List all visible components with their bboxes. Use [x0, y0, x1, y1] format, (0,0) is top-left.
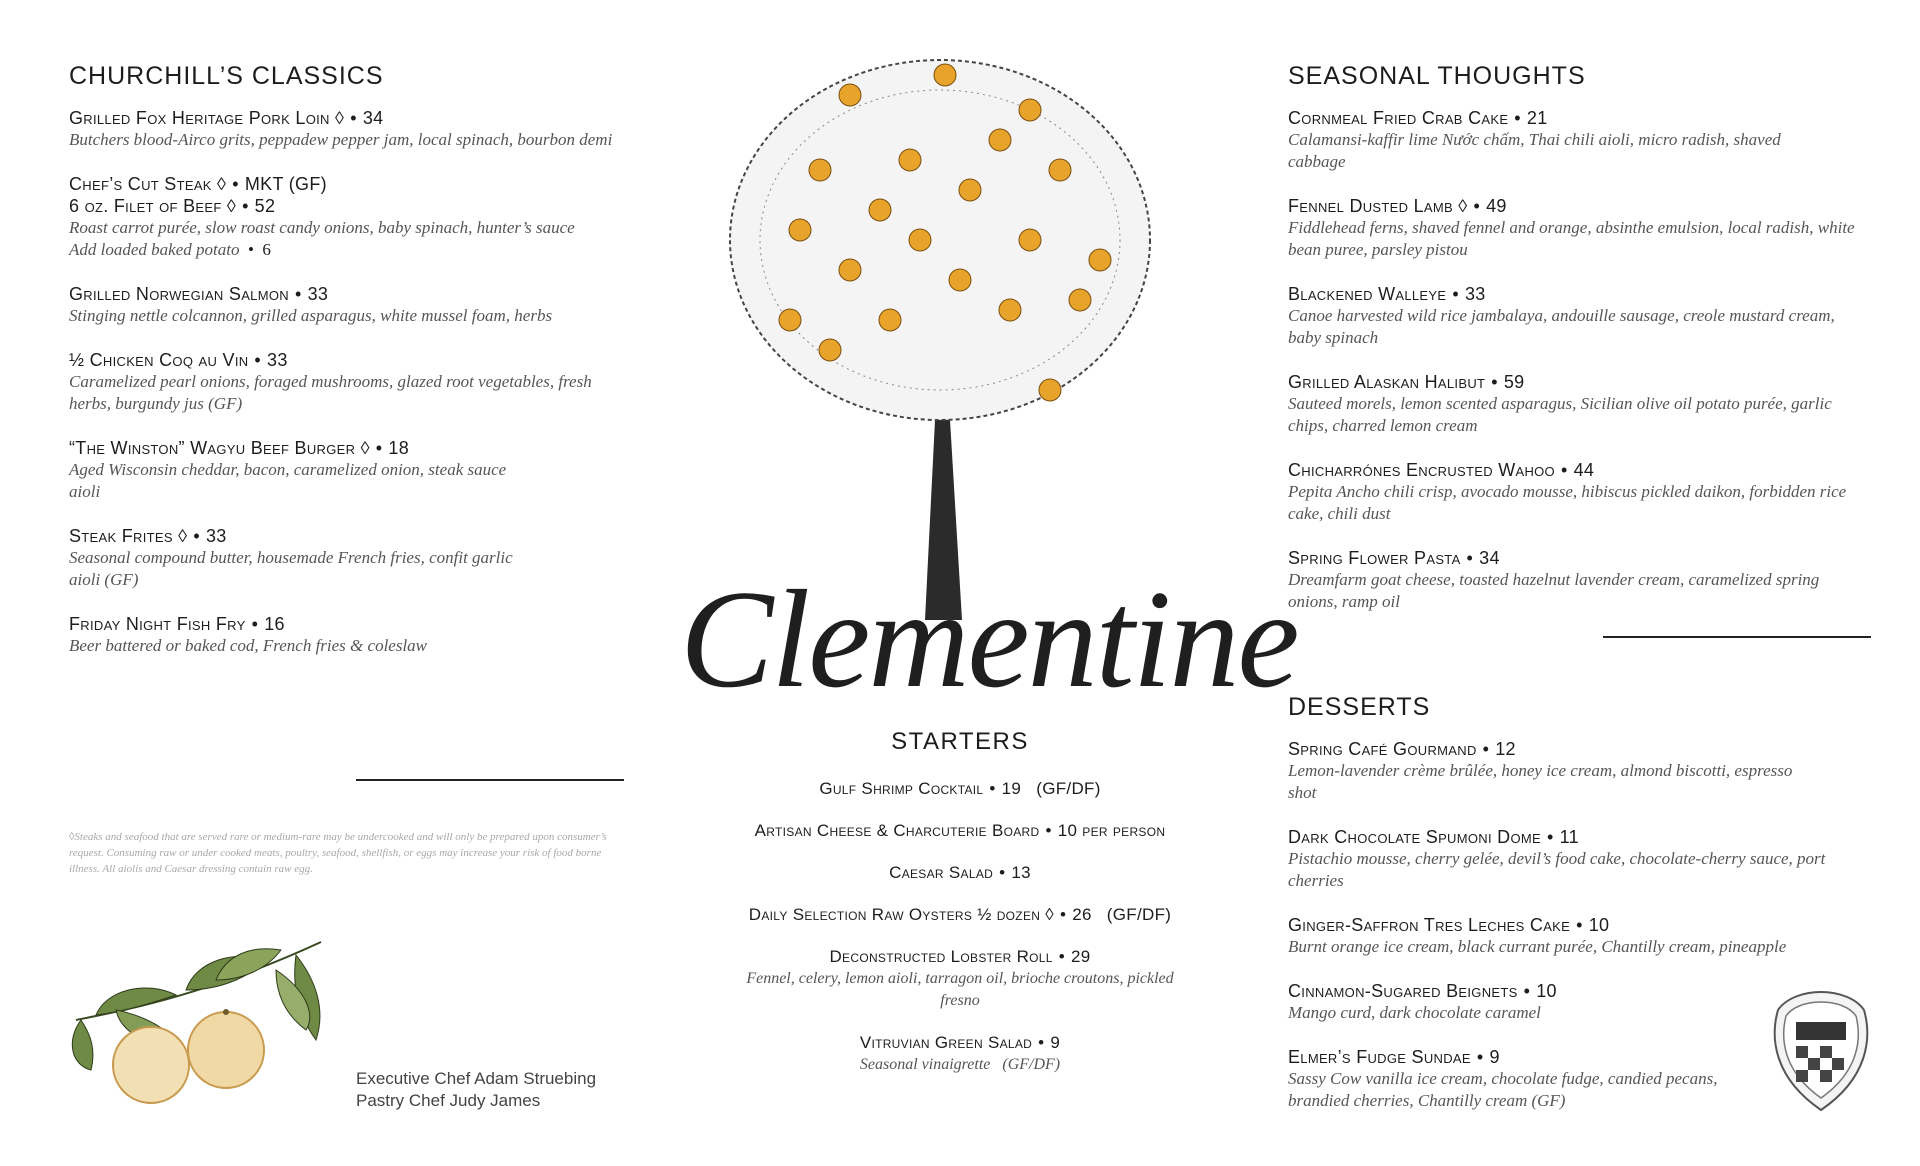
item-price: 18	[388, 438, 410, 458]
item-description: Beer battered or baked cod, French fries & coleslaw	[69, 636, 428, 655]
item-description: Caramelized pearl onions, foraged mushrooms, glazed root vegetables, fresh herbs, burgundy jus (GF)	[69, 372, 592, 413]
item-description: Mango curd, dark chocolate caramel	[1288, 1003, 1541, 1022]
executive-chef: Executive Chef Adam Struebing	[356, 1069, 597, 1088]
menu-item: Elmer’s Fudge Sundae • 9 Sassy Cow vanilla ice cream, chocolate fudge, candied pecans, brandied cherries, Chantilly cream (GF)	[1288, 1046, 1868, 1112]
item-name: Cinnamon-Sugared Beignets	[1288, 981, 1518, 1001]
divider	[356, 779, 624, 781]
pastry-chef: Pastry Chef Judy James	[356, 1091, 541, 1110]
item-name: Steak Frites ◊	[69, 526, 188, 546]
item-name: Chef’s Cut Steak ◊	[69, 174, 227, 194]
item-description: Pistachio mousse, cherry gelée, devil’s food cake, chocolate-cherry sauce, port cherries	[1288, 849, 1826, 890]
menu-item: Friday Night Fish Fry • 16 Beer battered or baked cod, French fries & coleslaw	[69, 613, 629, 657]
item-description: Aged Wisconsin cheddar, bacon, caramelized onion, steak sauce aioli	[69, 460, 507, 501]
menu-item: “The Winston” Wagyu Beef Burger ◊ • 18 Aged Wisconsin cheddar, bacon, caramelized onion, steak sauce aioli	[69, 437, 629, 503]
menu-item: Blackened Walleye • 33 Canoe harvested wild rice jambalaya, andouille sausage, creole mustard cream, baby spinach	[1288, 283, 1868, 349]
item-name: Grilled Alaskan Halibut	[1288, 372, 1486, 392]
item-name: Artisan Cheese & Charcuterie Board	[754, 821, 1040, 840]
item-name: Dark Chocolate Spumoni Dome	[1288, 827, 1541, 847]
menu-item: Chef’s Cut Steak ◊ • MKT (GF) 6 oz. Filet of Beef ◊ • 52 Roast carrot purée, slow roast candy onions, baby spinach, hunter’s sauce Add loaded baked potato • 6	[69, 173, 629, 261]
item-tag: (GF/DF)	[1036, 779, 1101, 798]
item-description: Sassy Cow vanilla ice cream, chocolate fudge, candied pecans, brandied cherries, Chantilly cream (GF)	[1288, 1069, 1718, 1110]
item-description: Lemon-lavender crème brûlée, honey ice cream, almond biscotti, espresso shot	[1288, 761, 1793, 802]
item-name: Friday Night Fish Fry	[69, 614, 246, 634]
item-price: 12	[1495, 739, 1516, 759]
divider	[1603, 636, 1871, 638]
item-name: Spring Café Gourmand	[1288, 739, 1477, 759]
starters-section	[700, 778, 1220, 1096]
clementine-tree-illustration	[700, 40, 1180, 620]
item-description: Pepita Ancho chili crisp, avocado mousse, hibiscus pickled daikon, forbidden rice cake, chili dust	[1288, 482, 1847, 523]
item-addon-price: 6	[262, 240, 271, 259]
item-name: Vitruvian Green Salad	[859, 1033, 1033, 1052]
seasonal-section	[1288, 62, 1868, 1134]
item-name: Gulf Shrimp Cocktail	[819, 779, 984, 798]
menu-item: Steak Frites ◊ • 33 Seasonal compound butter, housemade French fries, confit garlic aioli (GF)	[69, 525, 629, 591]
item-name: Blackened Walleye	[1288, 284, 1447, 304]
menu-item: Spring Café Gourmand • 12 Lemon-lavender crème brûlée, honey ice cream, almond biscotti, espresso shot	[1288, 738, 1868, 804]
menu-item: Spring Flower Pasta • 34 Dreamfarm goat cheese, toasted hazelnut lavender cream, caramelized spring onions, ramp oil	[1288, 547, 1868, 613]
item-description: Butchers blood-Airco grits, peppadew pepper jam, local spinach, bourbon demi	[69, 130, 613, 149]
item-price: 59	[1503, 372, 1525, 392]
section-title: SEASONAL THOUGHTS	[1288, 62, 1586, 90]
item-description: Dreamfarm goat cheese, toasted hazelnut lavender cream, caramelized spring onions, ramp oil	[1288, 570, 1820, 611]
item-price: 9	[1050, 1033, 1061, 1052]
item-name: Spring Flower Pasta	[1288, 548, 1461, 568]
menu-item: ½ Chicken Coq au Vin • 33 Caramelized pearl onions, foraged mushrooms, glazed root vegetables, fresh herbs, burgundy jus (GF)	[69, 349, 629, 415]
item-price: 33	[205, 526, 227, 546]
item-price: 26	[1072, 905, 1092, 924]
item-price: 33	[307, 284, 329, 304]
section-title: STARTERS	[891, 728, 1029, 755]
section-title: CHURCHILL’S CLASSICS	[69, 62, 384, 90]
menu-item: Cinnamon-Sugared Beignets • 10 Mango curd, dark chocolate caramel	[1288, 980, 1868, 1024]
menu-item: Daily Selection Raw Oysters ½ dozen ◊ • 26 (GF/DF)	[748, 905, 1172, 924]
item-description: Seasonal vinaigrette (GF/DF)	[859, 1056, 1061, 1073]
menu-item: Vitruvian Green Salad • 9 Seasonal vinaigrette (GF/DF)	[700, 1032, 1220, 1076]
item-price: 21	[1526, 108, 1548, 128]
restaurant-logo: Clementine	[680, 562, 1298, 717]
menu-item: Grilled Fox Heritage Pork Loin ◊ • 34 Butchers blood-Airco grits, peppadew pepper jam, local spinach, bourbon demi	[69, 107, 629, 151]
item-price: 34	[1479, 548, 1500, 568]
item-description: Sauteed morels, lemon scented asparagus, Sicilian olive oil potato purée, garlic chips, charred lemon cream	[1288, 394, 1832, 435]
item-price: 13	[1011, 863, 1031, 882]
item-price: 49	[1486, 196, 1507, 216]
item-description: Stinging nettle colcannon, grilled asparagus, white mussel foam, herbs	[69, 306, 553, 325]
item-price: 9	[1489, 1047, 1500, 1067]
menu-item: Artisan Cheese & Charcuterie Board • 10 per person	[754, 821, 1166, 840]
item-price: 10 per person	[1057, 821, 1166, 840]
item-price: MKT (GF)	[244, 174, 327, 194]
chef-credits	[356, 1068, 596, 1112]
item-price: 34	[362, 108, 384, 128]
menu-item: Fennel Dusted Lamb ◊ • 49 Fiddlehead ferns, shaved fennel and orange, absinthe emulsion, local radish, white bean puree, parsley pistou	[1288, 195, 1868, 261]
menu-item: Dark Chocolate Spumoni Dome • 11 Pistachio mousse, cherry gelée, devil’s food cake, chocolate-cherry sauce, port cherries	[1288, 826, 1868, 892]
menu-item: Ginger-Saffron Tres Leches Cake • 10 Burnt orange ice cream, black currant purée, Chantilly cream, pineapple	[1288, 914, 1868, 958]
menu-item: Deconstructed Lobster Roll • 29 Fennel, celery, lemon aioli, tarragon oil, brioche croutons, pickled fresno	[700, 946, 1220, 1012]
item-description: Fennel, celery, lemon aioli, tarragon oil, brioche croutons, pickled fresno	[746, 970, 1174, 1009]
item-name: Cornmeal Fried Crab Cake	[1288, 108, 1509, 128]
item-name: Chicharrónes Encrusted Wahoo	[1288, 460, 1555, 480]
item-price: 33	[1464, 284, 1486, 304]
clementine-branch-illustration	[66, 940, 356, 1110]
item-name: Grilled Fox Heritage Pork Loin ◊	[69, 108, 345, 128]
menu-item: Cornmeal Fried Crab Cake • 21 Calamansi-kaffir lime Nước chấm, Thai chili aioli, micro radish, shaved cabbage	[1288, 107, 1868, 173]
item-description: Roast carrot purée, slow roast candy onions, baby spinach, hunter’s sauce	[69, 218, 575, 237]
menu-item: Chicharrónes Encrusted Wahoo • 44 Pepita Ancho chili crisp, avocado mousse, hibiscus pickled daikon, forbidden rice cake, chili dust	[1288, 459, 1868, 525]
item-name: ½ Chicken Coq au Vin	[69, 350, 249, 370]
item-name: Daily Selection Raw Oysters ½ dozen ◊	[748, 905, 1054, 924]
item-subname: 6 oz. Filet of Beef ◊	[69, 196, 237, 216]
item-price: 19	[1001, 779, 1022, 798]
menu-item: Grilled Norwegian Salmon • 33 Stinging nettle colcannon, grilled asparagus, white mussel foam, herbs	[69, 283, 629, 327]
item-price: 11	[1559, 827, 1579, 847]
item-description: Fiddlehead ferns, shaved fennel and orange, absinthe emulsion, local radish, white bean puree, parsley pistou	[1288, 218, 1855, 259]
crest-icon	[1768, 988, 1874, 1114]
item-price: 29	[1071, 947, 1091, 966]
item-subprice: 52	[254, 196, 276, 216]
item-name: Deconstructed Lobster Roll	[829, 947, 1053, 966]
menu-item: Grilled Alaskan Halibut • 59 Sauteed morels, lemon scented asparagus, Sicilian olive oil potato purée, garlic chips, charred lemon cream	[1288, 371, 1868, 437]
disclaimer-text: ◊Steaks and seafood that are served rare or medium-rare may be undercooked and will only be prepared upon consumer’s request. Consuming raw or under cooked meats, poultry, seafood, shellfish, or eggs may increase your risk of food borne illness. All aiolis and Caesar dressing contain raw egg.	[69, 831, 607, 875]
item-description: Seasonal compound butter, housemade French fries, confit garlic aioli (GF)	[69, 548, 513, 589]
item-tag: (GF/DF)	[1106, 905, 1172, 924]
item-description: Canoe harvested wild rice jambalaya, andouille sausage, creole mustard cream, baby spinach	[1288, 306, 1835, 347]
item-name: Fennel Dusted Lamb ◊	[1288, 196, 1468, 216]
item-name: “The Winston” Wagyu Beef Burger ◊	[69, 438, 370, 458]
item-price: 10	[1588, 915, 1610, 935]
item-name: Grilled Norwegian Salmon	[69, 284, 289, 304]
item-price: 10	[1536, 981, 1557, 1001]
item-name: Elmer’s Fudge Sundae	[1288, 1047, 1471, 1067]
item-price: 16	[264, 614, 285, 634]
section-title: DESSERTS	[1288, 693, 1431, 721]
item-price: 33	[267, 350, 288, 370]
menu-item: Gulf Shrimp Cocktail • 19 (GF/DF)	[819, 779, 1101, 798]
item-addon: Add loaded baked potato	[69, 240, 240, 259]
classics-section	[69, 62, 629, 679]
menu-item: Caesar Salad • 13	[889, 863, 1031, 882]
item-name: Ginger-Saffron Tres Leches Cake	[1288, 915, 1571, 935]
item-description: Calamansi-kaffir lime Nước chấm, Thai chili aioli, micro radish, shaved cabbage	[1288, 130, 1781, 171]
item-description: Burnt orange ice cream, black currant purée, Chantilly cream, pineapple	[1288, 937, 1787, 956]
item-price: 44	[1573, 460, 1595, 480]
item-name: Caesar Salad	[889, 863, 994, 882]
